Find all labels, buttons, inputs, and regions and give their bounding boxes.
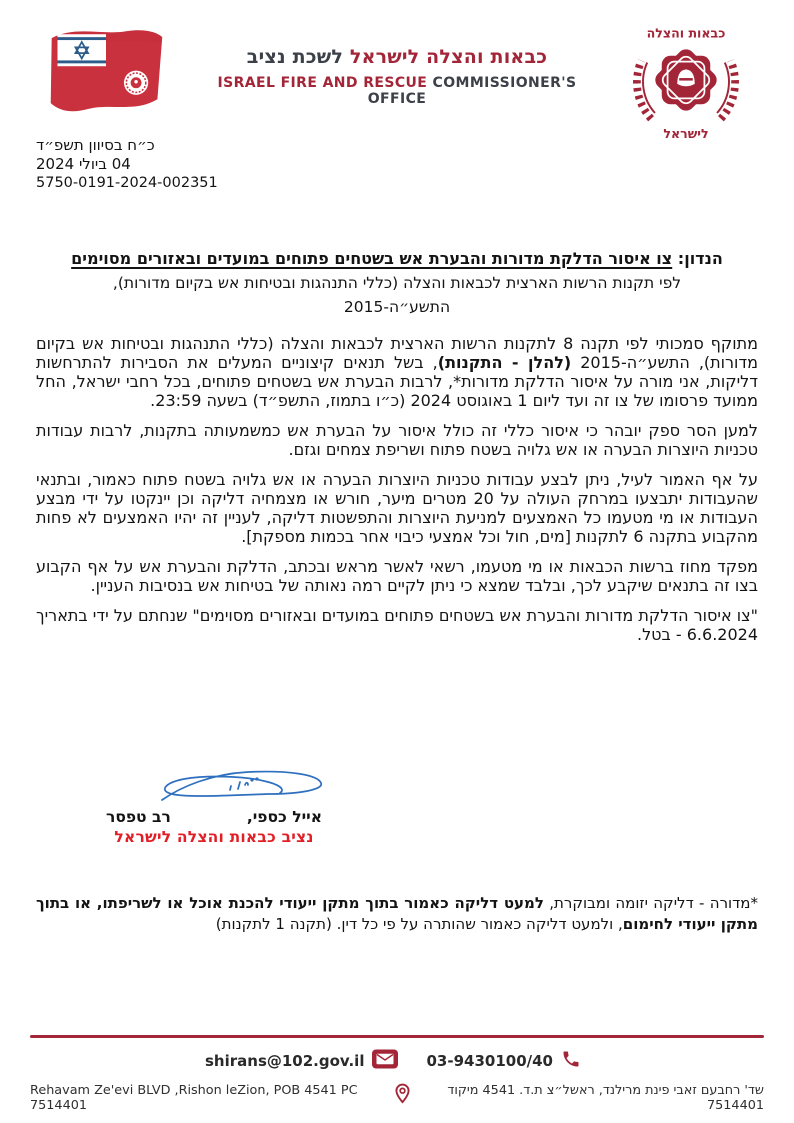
footer-address-hebrew: שד' רחבעם זאבי פינת מרילנד, ראשל״צ ת.ד. 4541 מיקוד 7514401 bbox=[447, 1083, 764, 1113]
footer-contact-row bbox=[0, 1049, 794, 1073]
letterhead-title-english: ISRAEL FIRE AND RESCUE COMMISSIONER'S OFFICE bbox=[217, 75, 577, 107]
footer-email: shirans@102.gov.il bbox=[205, 1052, 365, 1070]
paragraph-cancellation: "צו איסור הדלקת מדורות והבערת אש בשטחים פתוחים במועדים ובאזורים מסוימים" שנחתם על ידי בתאריך 6.6.2024 - בטל. bbox=[36, 606, 758, 644]
hebrew-date: כ״ח בסיוון תשפ״ד bbox=[36, 136, 155, 154]
subject-block bbox=[36, 247, 758, 319]
subject-title-line bbox=[36, 247, 758, 271]
date-block bbox=[36, 136, 218, 193]
paragraph-exception: על אף האמור לעיל, ניתן לבצע עבודות טכניות היוצרות הבערה או אש גלויה בשטח פתוח כאמור, ובתנאי שהעבודות יתבצעו במרחק העולה על 20 מטרים מיער, חורש או מצמחיה דליקה וכן יינקטו על ידי מבצע העבודות או מי מטעמו כל האמצעים למניעת היוצרות והתפשטות דליקה, לעניין זה יהיו האמצעים לא פחות מהקבוע בתקנה 6 לתקנות [מים, חול וכל אמצעי כיבוי אחר בכמות מספקת]. bbox=[36, 470, 758, 546]
footer-address-row bbox=[30, 1083, 764, 1113]
letterhead-title-hebrew: כבאות והצלה לישראל לשכת נציב bbox=[246, 46, 548, 68]
footer-phone: 03-9430100/40 bbox=[426, 1052, 553, 1070]
subject-line3: התשע״ה-2015 bbox=[343, 298, 451, 316]
svg-text:לישראל: לישראל bbox=[663, 126, 709, 142]
envelope-icon bbox=[372, 1049, 398, 1073]
letter-body bbox=[36, 334, 758, 655]
subject-title: צו איסור הדלקת מדורות והבערת אש בשטחים פתוחים במועדים ובאזורים מסוימים bbox=[71, 249, 673, 268]
paragraph-district-commander: מפקד מחוז ברשות הכבאות או מי מטעמו, רשאי לאשר מראש ובכתב, הדלקת והבערת אש על אף הקבוע בצו זה בתנאים שיקבע לכך, ובלבד שמצא כי ניתן לקיים רמה נאותה של בטיחות אש בנסיבות העניין. bbox=[36, 557, 758, 595]
signature-block bbox=[106, 766, 322, 846]
signatory-rank: רב טפסר bbox=[106, 808, 171, 826]
subject-label: הנדון: bbox=[677, 249, 723, 268]
paragraph-authority: מתוקף סמכותי לפי תקנה 8 לתקנות הרשות הארצית לכבאות והצלה (כללי התנהגות ובטיחות אש בקיום מדורות), התשע״ה-2015 (להלן - התקנות), בשל תנאים קיצוניים המעלים את הסבירות להתרחשות דליקות, אני מורה על איסור הדלקת מדורות*, לרבות הבערת אש בשטחים פתוחים, בכל רחבי ישראל, החל ממועד פרסומו של צו זה ועד ליום 1 באוגוסט 2024 (כ״ו בתמוז, התשפ״ד) בשעה 23:59. bbox=[36, 334, 759, 410]
fire-rescue-flag-icon bbox=[42, 22, 170, 126]
phone-icon bbox=[561, 1049, 581, 1073]
paragraph-clarification: למען הסר ספק יובהר כי איסור כללי זה כולל איסור על הבערת אש כמשמעותה בתקנות, לרבות עבודות טכניות היוצרות הבערה או אש גלויה בשטח פתוח ושריפת צמחים וגזם. bbox=[36, 421, 758, 459]
handwritten-signature bbox=[148, 764, 348, 814]
fire-rescue-emblem-icon bbox=[616, 16, 756, 144]
svg-text:כבאות והצלה: כבאות והצלה bbox=[646, 25, 726, 41]
signatory-name: אייל כספי, bbox=[246, 808, 322, 826]
footer-divider bbox=[30, 1035, 764, 1038]
location-pin-icon bbox=[395, 1083, 410, 1108]
signatory-title: נציב כבאות והצלה לישראל bbox=[114, 828, 314, 846]
letterhead-titles bbox=[197, 46, 597, 107]
subject-line2: לפי תקנות הרשות הארצית לכבאות והצלה (כללי התנהגות ובטיחות אש בקיום מדורות), bbox=[112, 274, 682, 292]
footer-address-english: Rehavam Ze'evi BLVD ,Rishon leZion, POB 4541 PC 7514401 bbox=[30, 1083, 358, 1113]
gregorian-date: 04 ביולי 2024 bbox=[36, 155, 131, 173]
reference-number: 5750-0191-2024-002351 bbox=[36, 175, 218, 191]
bonfire-definition-footnote: *מדורה - דליקה יזומה ומבוקרת, למעט דליקה כאמור בתוך מתקן ייעודי להכנת אוכל או לשריפתו, או בתוך מתקן ייעודי לחימום, ולמעט דליקה כאמור שהותרה על פי כל דין. (תקנה 1 לתקנות) bbox=[36, 894, 758, 933]
